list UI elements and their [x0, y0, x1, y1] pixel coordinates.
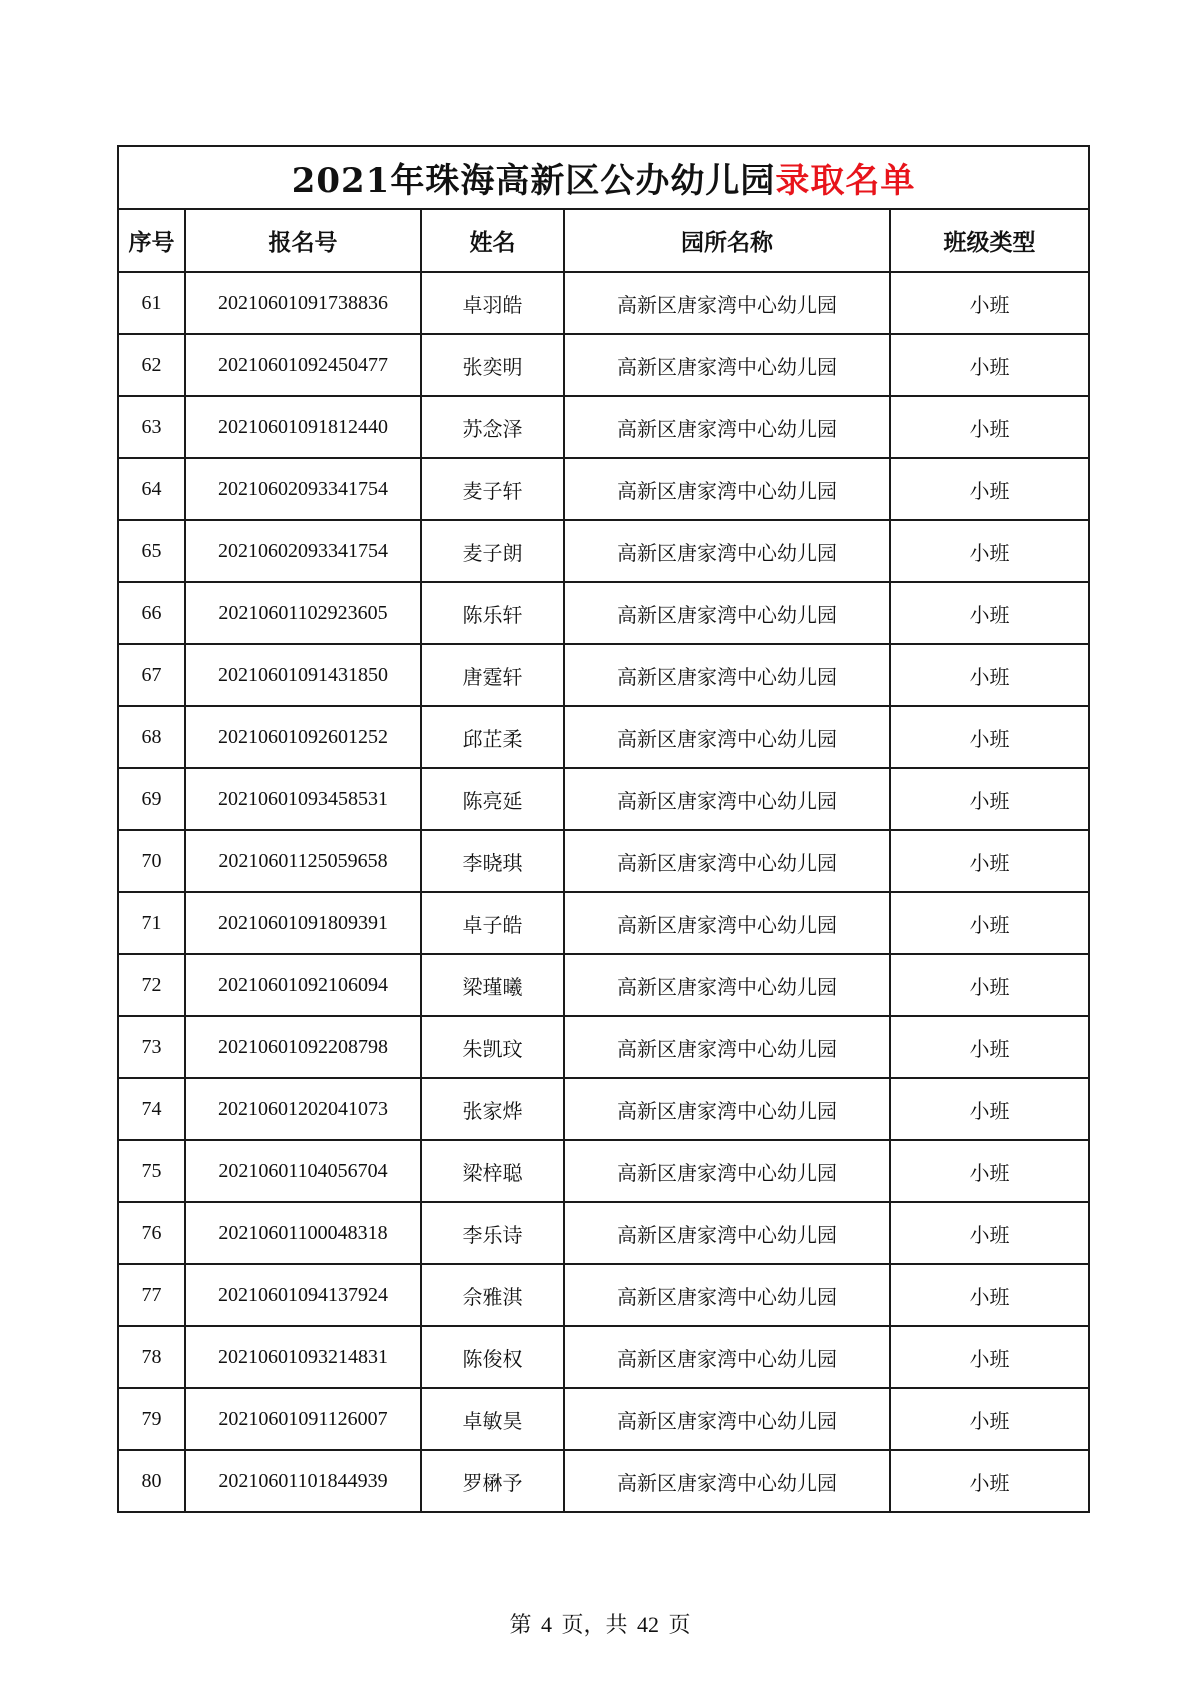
table-row — [118, 272, 1089, 334]
cell-index: 71 — [118, 892, 185, 954]
cell-index: 63 — [118, 396, 185, 458]
table-row — [118, 1388, 1089, 1450]
cell-index: 72 — [118, 954, 185, 1016]
document-title — [118, 146, 1089, 209]
cell-name: 苏念泽 — [421, 396, 564, 458]
cell-class-type: 小班 — [890, 520, 1089, 582]
cell-class-type: 小班 — [890, 396, 1089, 458]
cell-name: 卓羽皓 — [421, 272, 564, 334]
cell-index: 61 — [118, 272, 185, 334]
cell-class-type: 小班 — [890, 272, 1089, 334]
cell-name: 麦子轩 — [421, 458, 564, 520]
cell-index: 62 — [118, 334, 185, 396]
cell-kindergarten: 高新区唐家湾中心幼儿园 — [564, 1388, 890, 1450]
table-row — [118, 1326, 1089, 1388]
cell-kindergarten: 高新区唐家湾中心幼儿园 — [564, 706, 890, 768]
cell-class-type: 小班 — [890, 1264, 1089, 1326]
cell-index: 68 — [118, 706, 185, 768]
cell-name: 梁梓聪 — [421, 1140, 564, 1202]
cell-name: 李晓琪 — [421, 830, 564, 892]
cell-class-type: 小班 — [890, 1202, 1089, 1264]
cell-registration-no: 20210601091809391 — [185, 892, 421, 954]
cell-class-type: 小班 — [890, 706, 1089, 768]
footer-mid: 页，共 — [561, 1612, 628, 1637]
cell-kindergarten: 高新区唐家湾中心幼儿园 — [564, 1078, 890, 1140]
cell-registration-no: 20210601202041073 — [185, 1078, 421, 1140]
cell-index: 79 — [118, 1388, 185, 1450]
cell-registration-no: 20210601104056704 — [185, 1140, 421, 1202]
cell-kindergarten: 高新区唐家湾中心幼儿园 — [564, 1264, 890, 1326]
title-red-part: 录取名单 — [775, 161, 916, 201]
cell-class-type: 小班 — [890, 1078, 1089, 1140]
footer-total-pages: 42 — [637, 1612, 659, 1637]
cell-registration-no: 20210601102923605 — [185, 582, 421, 644]
cell-kindergarten: 高新区唐家湾中心幼儿园 — [564, 520, 890, 582]
admission-table — [117, 145, 1090, 1513]
cell-index: 66 — [118, 582, 185, 644]
cell-registration-no: 20210601101844939 — [185, 1450, 421, 1512]
cell-index: 70 — [118, 830, 185, 892]
table-row — [118, 1264, 1089, 1326]
cell-index: 76 — [118, 1202, 185, 1264]
cell-index: 65 — [118, 520, 185, 582]
cell-class-type: 小班 — [890, 644, 1089, 706]
cell-kindergarten: 高新区唐家湾中心幼儿园 — [564, 1140, 890, 1202]
cell-index: 74 — [118, 1078, 185, 1140]
footer-suffix: 页 — [668, 1612, 691, 1637]
cell-kindergarten: 高新区唐家湾中心幼儿园 — [564, 830, 890, 892]
table-row — [118, 768, 1089, 830]
cell-name: 麦子朗 — [421, 520, 564, 582]
cell-name: 陈乐轩 — [421, 582, 564, 644]
cell-kindergarten: 高新区唐家湾中心幼儿园 — [564, 458, 890, 520]
column-header-registration-no: 报名号 — [185, 209, 421, 272]
table-row — [118, 520, 1089, 582]
table-row — [118, 1016, 1089, 1078]
cell-registration-no: 20210602093341754 — [185, 458, 421, 520]
cell-index: 67 — [118, 644, 185, 706]
cell-index: 77 — [118, 1264, 185, 1326]
cell-index: 69 — [118, 768, 185, 830]
table-row — [118, 892, 1089, 954]
cell-name: 张家烨 — [421, 1078, 564, 1140]
cell-kindergarten: 高新区唐家湾中心幼儿园 — [564, 768, 890, 830]
cell-class-type: 小班 — [890, 334, 1089, 396]
header-row — [118, 209, 1089, 272]
cell-class-type: 小班 — [890, 1140, 1089, 1202]
table-row — [118, 458, 1089, 520]
cell-name: 佘雅淇 — [421, 1264, 564, 1326]
cell-index: 78 — [118, 1326, 185, 1388]
cell-name: 邱芷柔 — [421, 706, 564, 768]
cell-class-type: 小班 — [890, 1388, 1089, 1450]
cell-index: 73 — [118, 1016, 185, 1078]
cell-kindergarten: 高新区唐家湾中心幼儿园 — [564, 644, 890, 706]
cell-name: 卓子皓 — [421, 892, 564, 954]
cell-index: 80 — [118, 1450, 185, 1512]
table-row — [118, 830, 1089, 892]
column-header-index: 序号 — [118, 209, 185, 272]
cell-name: 卓敏昊 — [421, 1388, 564, 1450]
cell-registration-no: 20210601094137924 — [185, 1264, 421, 1326]
cell-name: 唐霆轩 — [421, 644, 564, 706]
cell-kindergarten: 高新区唐家湾中心幼儿园 — [564, 334, 890, 396]
table-row — [118, 1078, 1089, 1140]
cell-name: 李乐诗 — [421, 1202, 564, 1264]
table-row — [118, 954, 1089, 1016]
cell-registration-no: 20210602093341754 — [185, 520, 421, 582]
cell-class-type: 小班 — [890, 954, 1089, 1016]
cell-registration-no: 20210601091431850 — [185, 644, 421, 706]
title-row — [118, 146, 1089, 209]
table-row — [118, 706, 1089, 768]
cell-registration-no: 20210601092601252 — [185, 706, 421, 768]
cell-class-type: 小班 — [890, 768, 1089, 830]
cell-kindergarten: 高新区唐家湾中心幼儿园 — [564, 396, 890, 458]
cell-registration-no: 20210601100048318 — [185, 1202, 421, 1264]
cell-kindergarten: 高新区唐家湾中心幼儿园 — [564, 892, 890, 954]
cell-class-type: 小班 — [890, 582, 1089, 644]
cell-class-type: 小班 — [890, 892, 1089, 954]
cell-name: 张奕明 — [421, 334, 564, 396]
cell-registration-no: 20210601092208798 — [185, 1016, 421, 1078]
cell-class-type: 小班 — [890, 1016, 1089, 1078]
footer-prefix: 第 — [509, 1612, 532, 1637]
cell-registration-no: 20210601091738836 — [185, 272, 421, 334]
column-header-name: 姓名 — [421, 209, 564, 272]
cell-class-type: 小班 — [890, 1450, 1089, 1512]
cell-kindergarten: 高新区唐家湾中心幼儿园 — [564, 582, 890, 644]
table-row — [118, 644, 1089, 706]
cell-registration-no: 20210601091812440 — [185, 396, 421, 458]
cell-name: 陈俊权 — [421, 1326, 564, 1388]
page-footer — [0, 1608, 1200, 1639]
cell-kindergarten: 高新区唐家湾中心幼儿园 — [564, 1326, 890, 1388]
cell-name: 朱凯玟 — [421, 1016, 564, 1078]
table-row — [118, 334, 1089, 396]
table-row — [118, 1202, 1089, 1264]
table-row — [118, 1140, 1089, 1202]
table-row — [118, 582, 1089, 644]
table-row — [118, 396, 1089, 458]
cell-name: 罗楙予 — [421, 1450, 564, 1512]
cell-class-type: 小班 — [890, 458, 1089, 520]
cell-name: 陈亮延 — [421, 768, 564, 830]
column-header-kindergarten: 园所名称 — [564, 209, 890, 272]
cell-kindergarten: 高新区唐家湾中心幼儿园 — [564, 1202, 890, 1264]
table-row — [118, 1450, 1089, 1512]
cell-registration-no: 20210601093458531 — [185, 768, 421, 830]
cell-registration-no: 20210601092106094 — [185, 954, 421, 1016]
cell-kindergarten: 高新区唐家湾中心幼儿园 — [564, 954, 890, 1016]
footer-page-number: 4 — [540, 1612, 552, 1637]
cell-kindergarten: 高新区唐家湾中心幼儿园 — [564, 272, 890, 334]
cell-registration-no: 20210601092450477 — [185, 334, 421, 396]
column-header-class-type: 班级类型 — [890, 209, 1089, 272]
cell-registration-no: 20210601125059658 — [185, 830, 421, 892]
cell-class-type: 小班 — [890, 1326, 1089, 1388]
title-black-part: 2021年珠海高新区公办幼儿园 — [291, 161, 776, 201]
cell-index: 64 — [118, 458, 185, 520]
cell-kindergarten: 高新区唐家湾中心幼儿园 — [564, 1016, 890, 1078]
cell-kindergarten: 高新区唐家湾中心幼儿园 — [564, 1450, 890, 1512]
cell-registration-no: 20210601093214831 — [185, 1326, 421, 1388]
cell-index: 75 — [118, 1140, 185, 1202]
cell-registration-no: 20210601091126007 — [185, 1388, 421, 1450]
cell-class-type: 小班 — [890, 830, 1089, 892]
cell-name: 梁瑾曦 — [421, 954, 564, 1016]
